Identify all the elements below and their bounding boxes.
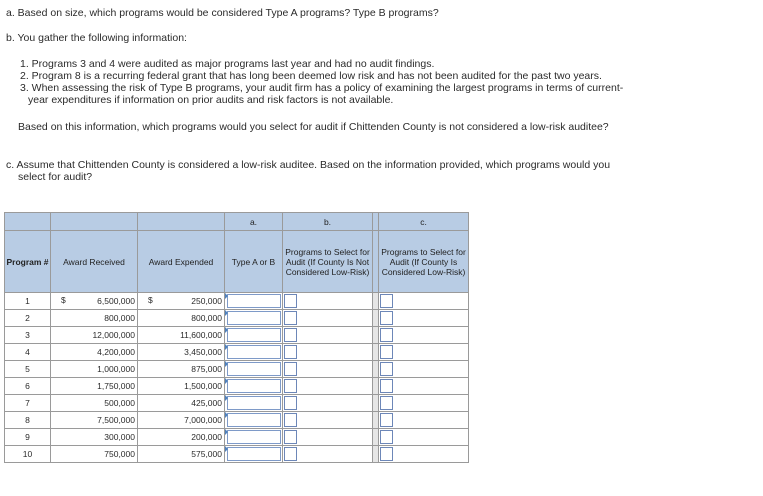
award-received-value: 1,750,000 xyxy=(97,381,135,391)
type-input[interactable] xyxy=(225,412,283,429)
header-type: Type A or B xyxy=(225,231,283,293)
type-input-box[interactable] xyxy=(227,396,281,410)
award-received xyxy=(51,293,138,310)
type-input[interactable] xyxy=(225,446,283,463)
question-b-prompt: Based on this information, which programs would you select for audit if Chittenden County is not considered a low-risk auditee? xyxy=(18,121,609,133)
question-c-line1: c. Assume that Chittenden County is considered a low-risk auditee. Based on the information provided, which programs would you xyxy=(6,159,611,171)
select-not-low-risk-cell xyxy=(283,293,373,310)
question-b-item-3: 3. When assessing the risk of Type B programs, your audit firm has a policy of examining the largest programs in terms of current- xyxy=(20,82,624,94)
program-number: 5 xyxy=(5,361,51,378)
type-input-box[interactable] xyxy=(227,362,281,376)
select-not-low-risk-cell xyxy=(283,327,373,344)
select-not-low-risk-checkbox[interactable] xyxy=(284,413,297,427)
dropdown-marker-icon xyxy=(225,361,228,367)
award-received-value: 800,000 xyxy=(104,313,135,323)
select-not-low-risk-cell xyxy=(283,446,373,463)
select-low-risk-cell xyxy=(379,378,469,395)
type-input-box[interactable] xyxy=(227,379,281,393)
dropdown-marker-icon xyxy=(225,412,228,418)
header-b-col: Programs to Select for Audit (If County Is Not Considered Low-Risk) xyxy=(283,231,373,293)
programs-table xyxy=(4,212,469,463)
dropdown-marker-icon xyxy=(225,395,228,401)
award-received-value: 500,000 xyxy=(104,398,135,408)
program-number: 6 xyxy=(5,378,51,395)
currency-sign: $ xyxy=(61,295,66,305)
table-row xyxy=(5,361,469,378)
award-received-value: 4,200,000 xyxy=(97,347,135,357)
select-low-risk-checkbox[interactable] xyxy=(380,345,393,359)
select-not-low-risk-cell xyxy=(283,310,373,327)
award-expended xyxy=(138,378,225,395)
type-input-box[interactable] xyxy=(227,430,281,444)
program-number: 7 xyxy=(5,395,51,412)
select-not-low-risk-checkbox[interactable] xyxy=(284,311,297,325)
select-not-low-risk-checkbox[interactable] xyxy=(284,362,297,376)
award-received-value: 1,000,000 xyxy=(97,364,135,374)
dropdown-marker-icon xyxy=(225,310,228,316)
select-not-low-risk-checkbox[interactable] xyxy=(284,379,297,393)
select-low-risk-cell xyxy=(379,327,469,344)
select-low-risk-cell xyxy=(379,293,469,310)
award-expended xyxy=(138,446,225,463)
award-received-value: 7,500,000 xyxy=(97,415,135,425)
program-number: 3 xyxy=(5,327,51,344)
select-low-risk-checkbox[interactable] xyxy=(380,430,393,444)
award-expended xyxy=(138,293,225,310)
award-expended-value: 575,000 xyxy=(191,449,222,459)
select-low-risk-checkbox[interactable] xyxy=(380,396,393,410)
select-not-low-risk-cell xyxy=(283,344,373,361)
program-number: 2 xyxy=(5,310,51,327)
award-received xyxy=(51,327,138,344)
type-input[interactable] xyxy=(225,327,283,344)
table-row xyxy=(5,293,469,310)
select-not-low-risk-checkbox[interactable] xyxy=(284,294,297,308)
table-row xyxy=(5,378,469,395)
award-expended xyxy=(138,361,225,378)
select-low-risk-cell xyxy=(379,344,469,361)
table-row xyxy=(5,395,469,412)
program-number: 1 xyxy=(5,293,51,310)
type-input-box[interactable] xyxy=(227,328,281,342)
type-input-box[interactable] xyxy=(227,294,281,308)
dropdown-marker-icon xyxy=(225,344,228,350)
award-expended-value: 7,000,000 xyxy=(184,415,222,425)
award-received-value: 300,000 xyxy=(104,432,135,442)
award-expended xyxy=(138,429,225,446)
award-expended xyxy=(138,395,225,412)
header-blank-3 xyxy=(138,213,225,231)
award-expended xyxy=(138,310,225,327)
award-received-value: 750,000 xyxy=(104,449,135,459)
type-input[interactable] xyxy=(225,429,283,446)
dropdown-marker-icon xyxy=(225,327,228,333)
program-number: 8 xyxy=(5,412,51,429)
select-low-risk-cell xyxy=(379,446,469,463)
award-expended-value: 425,000 xyxy=(191,398,222,408)
select-not-low-risk-checkbox[interactable] xyxy=(284,430,297,444)
dropdown-marker-icon xyxy=(225,378,228,384)
question-c-line2: select for audit? xyxy=(18,171,93,183)
question-a: a. Based on size, which programs would be considered Type A programs? Type B programs? xyxy=(6,7,439,19)
select-low-risk-cell xyxy=(379,429,469,446)
select-low-risk-cell xyxy=(379,412,469,429)
award-received-value: 6,500,000 xyxy=(97,296,135,306)
award-received xyxy=(51,310,138,327)
program-number: 10 xyxy=(5,446,51,463)
award-expended-value: 11,600,000 xyxy=(180,330,222,340)
award-expended-value: 800,000 xyxy=(191,313,222,323)
header-letter-c: c. xyxy=(379,213,469,231)
award-expended-value: 200,000 xyxy=(191,432,222,442)
select-not-low-risk-cell xyxy=(283,361,373,378)
select-not-low-risk-checkbox[interactable] xyxy=(284,328,297,342)
select-not-low-risk-checkbox[interactable] xyxy=(284,345,297,359)
header-program: Program # xyxy=(5,231,51,293)
header-blank-1 xyxy=(5,213,51,231)
select-not-low-risk-cell xyxy=(283,378,373,395)
question-b-item-1: 1. Programs 3 and 4 were audited as major programs last year and had no audit findings. xyxy=(20,58,435,70)
select-low-risk-checkbox[interactable] xyxy=(380,379,393,393)
select-low-risk-checkbox[interactable] xyxy=(380,311,393,325)
select-not-low-risk-checkbox[interactable] xyxy=(284,447,297,461)
select-not-low-risk-cell xyxy=(283,395,373,412)
header-award-received: Award Received xyxy=(51,231,138,293)
award-expended-value: 250,000 xyxy=(191,296,222,306)
select-low-risk-checkbox[interactable] xyxy=(380,328,393,342)
select-low-risk-checkbox[interactable] xyxy=(380,413,393,427)
table-row xyxy=(5,344,469,361)
table-row xyxy=(5,327,469,344)
type-input[interactable] xyxy=(225,310,283,327)
select-low-risk-checkbox[interactable] xyxy=(380,447,393,461)
award-received-value: 12,000,000 xyxy=(92,330,135,340)
award-received xyxy=(51,378,138,395)
type-input-box[interactable] xyxy=(227,447,281,461)
table-row xyxy=(5,310,469,327)
question-b: b. You gather the following information: xyxy=(6,32,187,44)
award-expended xyxy=(138,412,225,429)
header-c-col: Programs to Select for Audit (If County Is Considered Low-Risk) xyxy=(379,231,469,293)
type-input[interactable] xyxy=(225,378,283,395)
select-not-low-risk-cell xyxy=(283,429,373,446)
type-input-box[interactable] xyxy=(227,311,281,325)
select-low-risk-checkbox[interactable] xyxy=(380,362,393,376)
select-not-low-risk-checkbox[interactable] xyxy=(284,396,297,410)
award-received xyxy=(51,361,138,378)
award-received xyxy=(51,429,138,446)
type-input[interactable] xyxy=(225,293,283,310)
header-letter-b: b. xyxy=(283,213,373,231)
award-received xyxy=(51,446,138,463)
type-input[interactable] xyxy=(225,361,283,378)
table-row xyxy=(5,412,469,429)
type-input[interactable] xyxy=(225,395,283,412)
select-low-risk-cell xyxy=(379,395,469,412)
table-row xyxy=(5,446,469,463)
header-award-expended: Award Expended xyxy=(138,231,225,293)
award-received xyxy=(51,412,138,429)
dropdown-marker-icon xyxy=(225,293,228,299)
select-low-risk-checkbox[interactable] xyxy=(380,294,393,308)
question-b-item-2: 2. Program 8 is a recurring federal grant that has long been deemed low risk and has not been audited for the past two years. xyxy=(20,70,602,82)
award-received xyxy=(51,395,138,412)
award-received xyxy=(51,344,138,361)
type-input[interactable] xyxy=(225,344,283,361)
award-expended xyxy=(138,344,225,361)
award-expended-value: 1,500,000 xyxy=(184,381,222,391)
currency-sign: $ xyxy=(148,295,153,305)
award-expended xyxy=(138,327,225,344)
award-expended-value: 875,000 xyxy=(191,364,222,374)
type-input-box[interactable] xyxy=(227,413,281,427)
program-number: 9 xyxy=(5,429,51,446)
select-not-low-risk-cell xyxy=(283,412,373,429)
type-input-box[interactable] xyxy=(227,345,281,359)
award-expended-value: 3,450,000 xyxy=(184,347,222,357)
header-blank-2 xyxy=(51,213,138,231)
dropdown-marker-icon xyxy=(225,446,228,452)
question-b-item-3-cont: year expenditures if information on prior audits and risk factors is not available. xyxy=(28,94,394,106)
header-letter-a: a. xyxy=(225,213,283,231)
select-low-risk-cell xyxy=(379,361,469,378)
table-row xyxy=(5,429,469,446)
select-low-risk-cell xyxy=(379,310,469,327)
dropdown-marker-icon xyxy=(225,429,228,435)
program-number: 4 xyxy=(5,344,51,361)
